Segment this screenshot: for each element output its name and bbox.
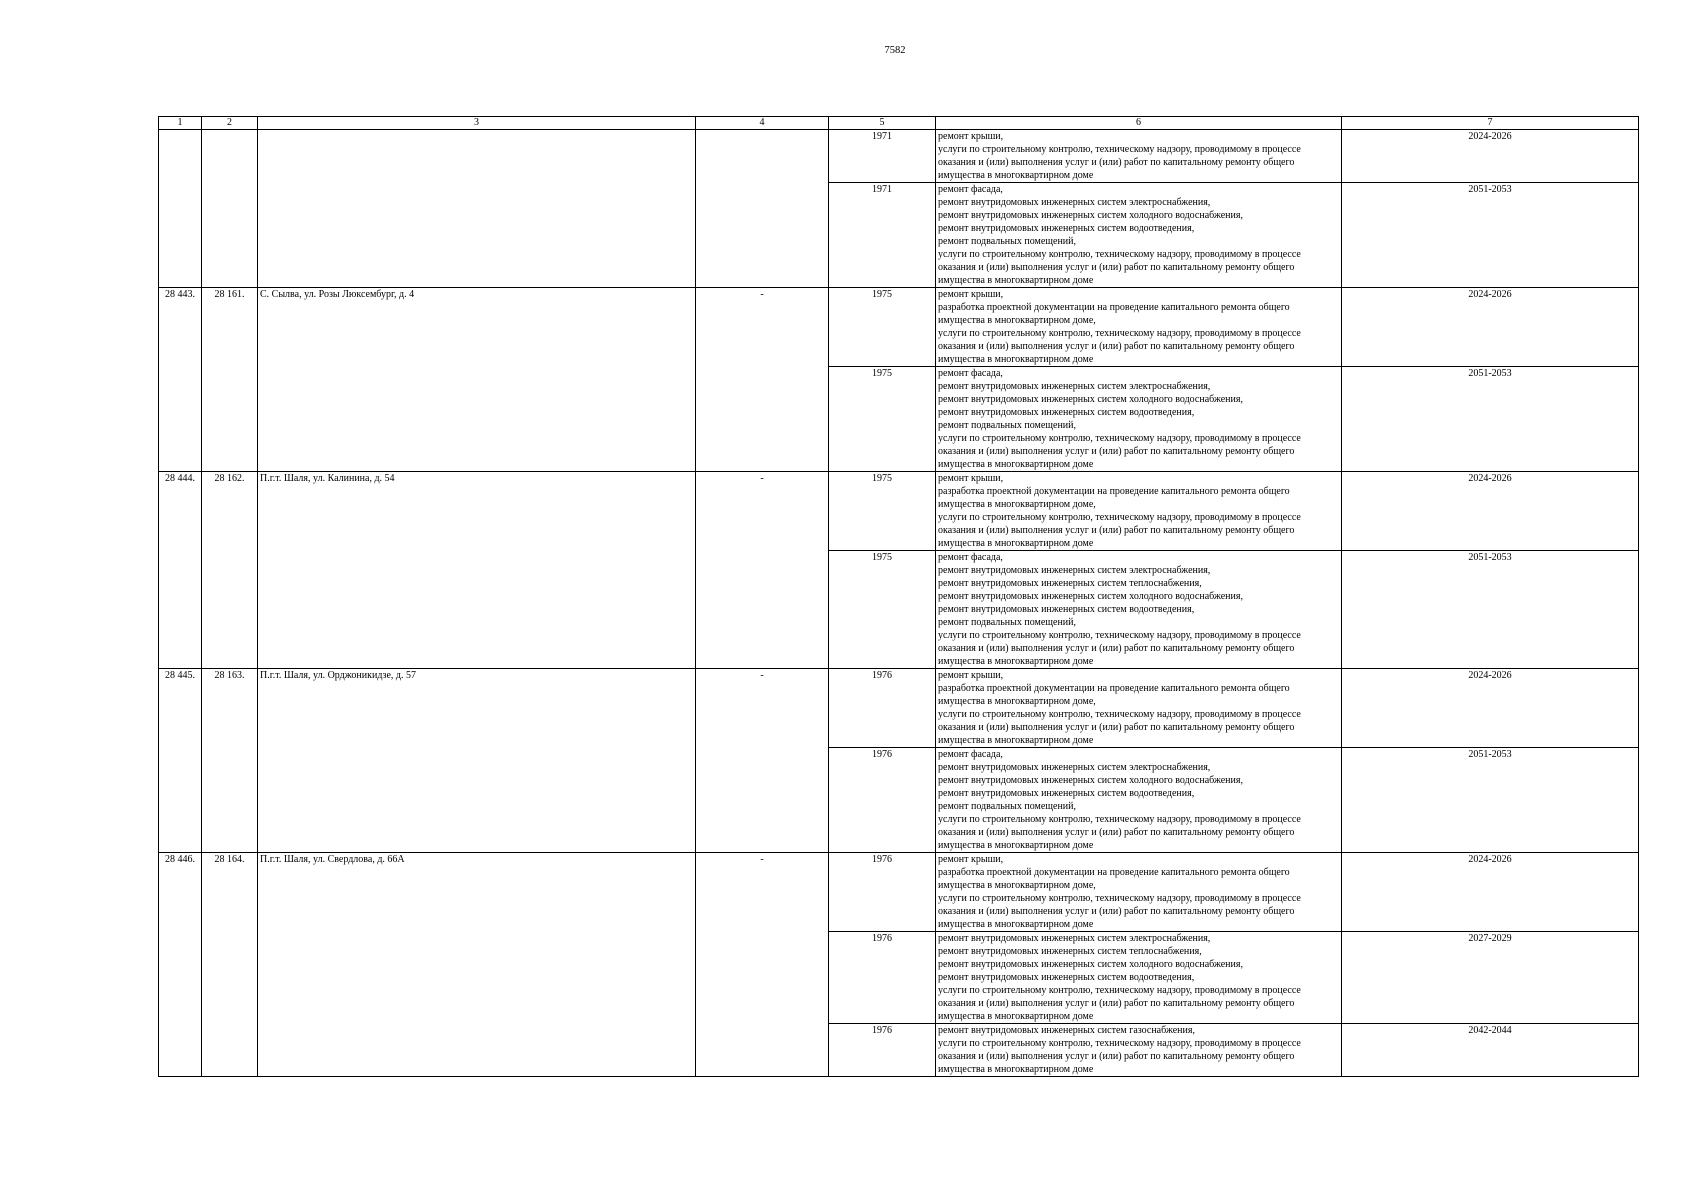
repair-period: 2042-2044 (1342, 1024, 1639, 1077)
object-id: 28 164. (202, 853, 258, 1077)
construction-year: 1971 (829, 183, 936, 288)
carryover-cell-1 (159, 130, 202, 288)
column-header-5: 5 (829, 117, 936, 130)
object-id: 28 162. (202, 472, 258, 669)
address: П.г.т. Шаля, ул. Калинина, д. 54 (258, 472, 696, 669)
repair-period: 2051-2053 (1342, 367, 1639, 472)
column-header-7: 7 (1342, 117, 1639, 130)
column-header-3: 3 (258, 117, 696, 130)
column-header-2: 2 (202, 117, 258, 130)
page-number: 7582 (884, 45, 906, 56)
table-row (159, 288, 1639, 367)
construction-year: 1975 (829, 472, 936, 551)
repair-period: 2024-2026 (1342, 288, 1639, 367)
construction-year: 1975 (829, 288, 936, 367)
object-id: 28 163. (202, 669, 258, 853)
address: П.г.т. Шаля, ул. Орджоникидзе, д. 57 (258, 669, 696, 853)
row-number: 28 443. (159, 288, 202, 472)
works-list: ремонт крыши, услуги по строительному контролю, техническому надзору, проводимому в процессе оказания и (или) выполнения услуг и (или) работ по капитальному ремонту общего имущества в многоквартирном доме (936, 130, 1342, 183)
column-4-value: - (696, 288, 829, 472)
construction-year: 1976 (829, 1024, 936, 1077)
repair-period: 2051-2053 (1342, 551, 1639, 669)
repair-period: 2051-2053 (1342, 748, 1639, 853)
row-number: 28 444. (159, 472, 202, 669)
works-list: ремонт крыши, разработка проектной документации на проведение капитального ремонта общего имущества в многоквартирном доме, услуги по строительному контролю, техническому надзору, проводимому в процессе оказания и (или) выполнения услуг и (или) работ по капитальному ремонту общего имущества в многоквартирном доме (936, 853, 1342, 932)
repair-period: 2024-2026 (1342, 472, 1639, 551)
works-list: ремонт крыши, разработка проектной документации на проведение капитального ремонта общего имущества в многоквартирном доме, услуги по строительному контролю, техническому надзору, проводимому в процессе оказания и (или) выполнения услуг и (или) работ по капитальному ремонту общего имущества в многоквартирном доме (936, 669, 1342, 748)
works-list: ремонт фасада, ремонт внутридомовых инженерных систем электроснабжения, ремонт внутридомовых инженерных систем теплоснабжения, ремонт внутридомовых инженерных систем холодного водоснабжения, ремонт внутридомовых инженерных систем водоотведения, ремонт подвальных помещений, услуги по строительному контролю, техническому надзору, проводимому в процессе оказания и (или) выполнения услуг и (или) работ по капитальному ремонту общего имущества в многоквартирном доме (936, 551, 1342, 669)
repair-period: 2024-2026 (1342, 130, 1639, 183)
column-4-value: - (696, 853, 829, 1077)
carryover-cell-2 (202, 130, 258, 288)
table-body (159, 117, 1639, 1077)
works-list: ремонт внутридомовых инженерных систем электроснабжения, ремонт внутридомовых инженерных систем теплоснабжения, ремонт внутридомовых инженерных систем холодного водоснабжения, ремонт внутридомовых инженерных систем водоотведения, услуги по строительному контролю, техническому надзору, проводимому в процессе оказания и (или) выполнения услуг и (или) работ по капитальному ремонту общего имущества в многоквартирном доме (936, 932, 1342, 1024)
repair-period: 2024-2026 (1342, 669, 1639, 748)
construction-year: 1971 (829, 130, 936, 183)
row-number: 28 445. (159, 669, 202, 853)
column-header-1: 1 (159, 117, 202, 130)
carryover-cell-4 (696, 130, 829, 288)
works-list: ремонт крыши, разработка проектной документации на проведение капитального ремонта общего имущества в многоквартирном доме, услуги по строительному контролю, техническому надзору, проводимому в процессе оказания и (или) выполнения услуг и (или) работ по капитальному ремонту общего имущества в многоквартирном доме (936, 288, 1342, 367)
construction-year: 1976 (829, 669, 936, 748)
works-list: ремонт фасада, ремонт внутридомовых инженерных систем электроснабжения, ремонт внутридомовых инженерных систем холодного водоснабжения, ремонт внутридомовых инженерных систем водоотведения, ремонт подвальных помещений, услуги по строительному контролю, техническому надзору, проводимому в процессе оказания и (или) выполнения услуг и (или) работ по капитальному ремонту общего имущества в многоквартирном доме (936, 748, 1342, 853)
table-row (159, 130, 1639, 183)
works-list: ремонт фасада, ремонт внутридомовых инженерных систем электроснабжения, ремонт внутридомовых инженерных систем холодного водоснабжения, ремонт внутридомовых инженерных систем водоотведения, ремонт подвальных помещений, услуги по строительному контролю, техническому надзору, проводимому в процессе оказания и (или) выполнения услуг и (или) работ по капитальному ремонту общего имущества в многоквартирном доме (936, 183, 1342, 288)
construction-year: 1976 (829, 932, 936, 1024)
carryover-cell-3 (258, 130, 696, 288)
address: П.г.т. Шаля, ул. Свердлова, д. 66А (258, 853, 696, 1077)
header-row (159, 117, 1639, 130)
column-4-value: - (696, 472, 829, 669)
table-row (159, 853, 1639, 932)
table-row (159, 669, 1639, 748)
works-list: ремонт внутридомовых инженерных систем газоснабжения, услуги по строительному контролю, техническому надзору, проводимому в процессе оказания и (или) выполнения услуг и (или) работ по капитальному ремонту общего имущества в многоквартирном доме (936, 1024, 1342, 1077)
works-list: ремонт крыши, разработка проектной документации на проведение капитального ремонта общего имущества в многоквартирном доме, услуги по строительному контролю, техническому надзору, проводимому в процессе оказания и (или) выполнения услуг и (или) работ по капитальному ремонту общего имущества в многоквартирном доме (936, 472, 1342, 551)
row-number: 28 446. (159, 853, 202, 1077)
capital-repair-table (158, 116, 1639, 1077)
column-4-value: - (696, 669, 829, 853)
table-row (159, 472, 1639, 551)
construction-year: 1975 (829, 551, 936, 669)
repair-period: 2051-2053 (1342, 183, 1639, 288)
construction-year: 1976 (829, 853, 936, 932)
object-id: 28 161. (202, 288, 258, 472)
address: С. Сылва, ул. Розы Люксембург, д. 4 (258, 288, 696, 472)
column-header-4: 4 (696, 117, 829, 130)
construction-year: 1975 (829, 367, 936, 472)
works-list: ремонт фасада, ремонт внутридомовых инженерных систем электроснабжения, ремонт внутридомовых инженерных систем холодного водоснабжения, ремонт внутридомовых инженерных систем водоотведения, ремонт подвальных помещений, услуги по строительному контролю, техническому надзору, проводимому в процессе оказания и (или) выполнения услуг и (или) работ по капитальному ремонту общего имущества в многоквартирном доме (936, 367, 1342, 472)
repair-period: 2027-2029 (1342, 932, 1639, 1024)
column-header-6: 6 (936, 117, 1342, 130)
construction-year: 1976 (829, 748, 936, 853)
repair-period: 2024-2026 (1342, 853, 1639, 932)
